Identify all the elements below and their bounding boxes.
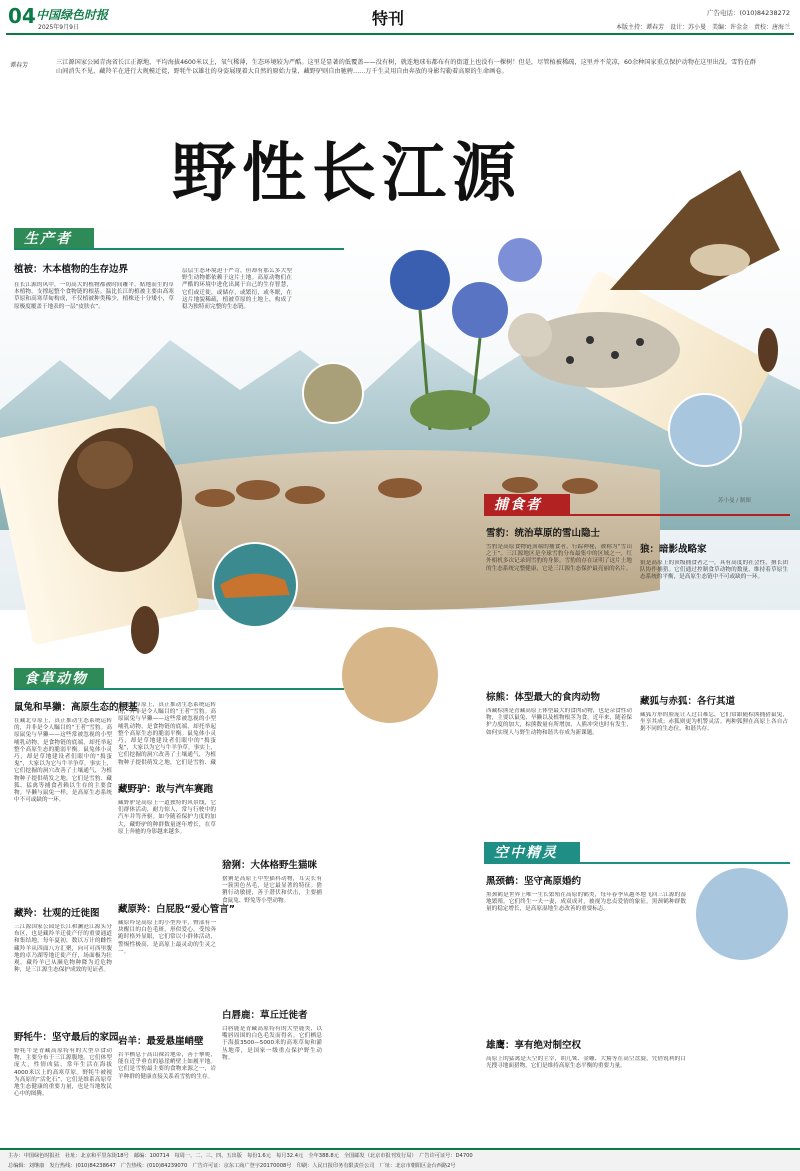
- masthead-rule: [6, 33, 794, 35]
- article-body-gazelle: 藏原羚是高原上的小型羚羊，臀部有一块醒目的白色毛斑，形似爱心，受惊奔跑时格外显眼，它们常以小群体活动，警惕性极高，是高原上最灵动的生灵之一。: [118, 920, 216, 955]
- article-body-tibetan-antelope: 三江源国家公园是长江和澜沧江源头分布区，也是藏羚羊迁徙产仔的重要通道和集结地。每年夏初，数以万计的雌性藏羚羊从四面八方汇聚，向可可西里腹地的卓乃湖等地迁徙产仔，场面极为壮观。藏羚羊已从濒危物种降为近危物种，是三江源生态保护成效的见证者。: [14, 924, 112, 974]
- producer-rule: [14, 248, 344, 250]
- article-body-vegetation: 在长江源的风中，一切高大的植物都被时间雕平。贴地而生的草本植物，支撑起整个食物链的根基。温比长江的植被主要由高寒草原和高寒草甸构成，不仅植被种类稀少，植株还十分矮小，草原极度覆盖于地表的一层“皮肤衣”。: [14, 282, 174, 310]
- herbivore-rule: [14, 688, 344, 690]
- paper-name: 中国绿色时报: [36, 8, 109, 22]
- article-head-brown-bear: 棕熊：体型最大的食肉动物: [486, 692, 601, 703]
- article-body-eagle: 高原上的猛禽是天空的主宰，胡兀鹫、金雕、大鵟等在高空盘旋，凭借锐利的目光搜寻地面猎物，它们是维持高原生态平衡的重要力量。: [486, 1056, 686, 1070]
- article-head-pika: 鼠兔和旱獭：高原生态的根基: [14, 702, 138, 713]
- article-head-fox: 藏狐与赤狐：各行其道: [640, 696, 736, 707]
- footer: [0, 1148, 800, 1171]
- article-head-vegetation: 植被：木本植物的生存边界: [14, 264, 129, 275]
- footer-line-1: 主办：中国绿色时报社 社址：北京和平里东街18号 邮编：100714 每周一、二、三、四、五出版 每份1.6元 每月32.4元 全年388.8元 全国邮发（北京市报刊发行局） 广告许可证号：D4700: [8, 1153, 473, 1159]
- section-predator-label: 捕食者: [494, 497, 542, 513]
- article-body-pika: 在藏北草原上，真正推动生态系统运转的，并非是令人瞩目的“王者”雪豹。高原鼠兔与旱獭——这些常被忽视的小型哺乳动物，是食物链的底端，却托举起整个高原生态的脆弱平衡。鼠兔体小灵巧，却是草地建设者们眼中的“捣蛋鬼”，大家以为它与牛羊争草。事实上，它们挖掘的洞穴改善了土壤通气，为植物种子提供萌发之地，它们是雪豹、藏狐、猛禽等捕食者赖以生存的主要食物。旱獭与鼠兔一样，是高原生态系统中不可或缺的一环。: [14, 718, 112, 804]
- page-number: 04: [8, 4, 36, 28]
- column-title: 特刊: [372, 9, 405, 28]
- intro-byline: 谭春芳: [10, 62, 29, 69]
- section-herbivore-header: [14, 668, 104, 688]
- ad-phone: 广告电话：(010)84238272: [706, 9, 790, 17]
- article-body-vegetation-2: 层层生态环境迫于严苛，但却有那么多大型野生动物都依赖于这片土地。高原动物们在严酷的环境中进化出属于自己的生存智慧，它们或迁徙，或储存，或繁衍，或冬眠，在这片地貌稀疏，植被草原的土地上，构成了稳为独特而完整的生态链。: [182, 268, 292, 311]
- article-head-blue-sheep: 岩羊：最爱悬崖峭壁: [118, 1036, 204, 1047]
- illustrator-credit: 苏小曼 / 制图: [718, 498, 751, 504]
- article-body-white-lipped-deer: 白唇鹿是青藏高原特有的大型鹿类，以嘴唇周围的白色毛发而得名。它们栖息于海拔3500—5000米的高寒草甸和灌丛地带，是国家一级重点保护野生动物。: [222, 1026, 322, 1061]
- article-head-snow-leopard: 雪豹：统治草原的雪山隐士: [486, 528, 601, 539]
- article-head-gazelle: 藏原羚：白屁股“爱心管言”: [118, 904, 235, 915]
- article-body-black-necked-crane: 黑颈鹤是世界上唯一生长繁殖在高原的鹤类，每年春季从越冬地飞回三江源的湿地繁殖。它们终生一夫一妻，成双成对，被视为忠贞爱情的象征。黑颈鹤种群数量的稳定增长，是高原湿地生态改善的重要标志。: [486, 892, 686, 913]
- issue-date: 2025年9月9日: [38, 24, 79, 31]
- credits: 本版主持：谭春芳 设计：苏小曼 美编：许金金 责校：唐海兰: [615, 24, 790, 31]
- intro-text: 三江源国家公园青海省长江正源地，平均海拔4600米以上，氧气稀薄，生态环境较为严酷。这里是显著的低覆盖——没有树，就连地球布都布有的街道上也没有一棵树！但是，尽管植被稀疏，这里并不荒凉，60余种国家重点保护动物在这里出没。雪豹在群山间消失不见，藏羚羊在进行大规模迁徙，野牦牛以雄壮的身姿展现着大自然的原始力量，藏野驴则自由驰骋……万千生灵用自由奔放的身影勾勒着高原的生命画卷。: [56, 59, 756, 75]
- scroll-roll-right-icon: [758, 328, 778, 372]
- section-producer-header: [14, 228, 94, 248]
- crane-photo: [694, 866, 790, 962]
- article-body-lynx: 猞猁是高原上中型猫科动物，耳尖长有一簇黑色丛毛，是它最显著的特征。猞猁行动敏捷，善于潜伏和伏击，主要捕食鼠兔、野兔等小型动物。: [222, 876, 322, 904]
- footer-line-2: 总编辑：刘继康 发行热线：(010)84238647 广告热线：(010)84239070 广告许可证：京东工商广登字20170008号 印刷：人民日报印务有限责任公司 厂址：北京市朝阳区金台西路2号: [8, 1163, 456, 1169]
- feature-title: 野性长江源: [172, 136, 522, 211]
- bear-head: [77, 441, 133, 489]
- article-body-pika-cont: 在藏北草原上，真正推动生态系统运转的，并非是令人瞩目的“王者”雪豹。高原鼠兔与旱獭——这些常被忽视的小型哺乳动物，是食物链的底端，却托举起整个高原生态的脆弱平衡。鼠兔体小灵巧，却是草地建设者们眼中的“捣蛋鬼”，大家以为它与牛羊争草。事实上，它们挖掘的洞穴改善了土壤通气，为植物种子提供萌发之地，它们是雪豹、藏: [118, 702, 216, 766]
- article-body-fox: 藏狐方形的脸庞让人过目难忘，它们常跟随棕熊捕猎鼠兔，坐享其成；赤狐则更为机警灵活。两种狐狸在高原上各自占据不同的生态位，和谐共存。: [640, 712, 788, 733]
- masthead: [0, 0, 800, 36]
- article-body-kiang: 藏野驴是高原上一道独特的风景线，它们群体活动，耐力惊人，常与行驶中的汽车并驾齐驱。如今随着保护力度的加大，藏野驴的种群数量逐年增长，在草原上奔驰的身影越来越多。: [118, 800, 216, 835]
- article-body-brown-bear: 西藏棕熊是青藏高原上体型最大的食肉动物，也是杂食性动物，主要以鼠兔、旱獭以及植物根茎为食。近年来，随着保护力度的加大，棕熊数量有所增加，人熊冲突也时有发生，如何实现人与野生动物和谐共存成为新课题。: [486, 708, 632, 736]
- article-head-wolf: 狼：暗影战略家: [640, 544, 707, 555]
- section-predator-header: [484, 494, 570, 514]
- article-head-wild-yak: 野牦牛：坚守最后的家园: [14, 1032, 119, 1043]
- article-body-snow-leopard: 雪豹是高原食物链顶端的捕食者，行踪神秘，被称为“雪山之王”。三江源地区是全球雪豹分布最集中的区域之一，红外相机多次记录到雪豹的身影。雪豹的存在证明了这片土地的生态系统完整健康，它是三江源生态保护最亮丽的名片。: [486, 544, 632, 572]
- article-body-wolf: 狼是高原上的顶级捕食者之一，具有高度的社会性，擅长团队协作捕猎。它们通过控制食草动物的数量，维持着草原生态系统的平衡，是高原生态链中不可或缺的一环。: [640, 560, 788, 581]
- predator-rule: [484, 514, 790, 516]
- article-head-eagle: 雄鹰：享有绝对制空权: [486, 1040, 582, 1051]
- section-sky-header: [484, 842, 580, 862]
- article-head-black-necked-crane: 黑颈鹤：坚守高原婚约: [486, 876, 582, 887]
- article-head-white-lipped-deer: 白唇鹿：草丘迁徙者: [222, 1010, 308, 1021]
- scroll-roll-left-icon: [131, 606, 159, 654]
- article-head-tibetan-antelope: 藏羚：壮观的迁徙图: [14, 908, 100, 919]
- sky-rule: [484, 862, 790, 864]
- intro: [10, 58, 790, 114]
- deer-photo-icon: [669, 394, 741, 466]
- pika-photo-icon: [303, 363, 363, 423]
- section-herbivore-label: 食草动物: [24, 671, 88, 687]
- section-sky-label: 空中精灵: [494, 845, 558, 861]
- section-producer-label: 生产者: [24, 231, 72, 247]
- gazelle-photo: [340, 625, 440, 725]
- article-head-kiang: 藏野驴：敢与汽车赛跑: [118, 784, 214, 795]
- article-body-wild-yak: 野牦牛是青藏高原特有的大型草食动物，主要分布于三江源腹地。它们体型庞大，性情凶猛，常年生活在海拔4000米以上的高寒草原。野牦牛被视为高原的“活化石”，它们是维系高原草地生态健康的重要力量，也是当地牧民心中的图腾。: [14, 1048, 112, 1098]
- article-head-lynx: 猞猁：大体格野生猫咪: [222, 860, 318, 871]
- article-body-blue-sheep: 岩羊栖息于高山裸岩地带，善于攀爬，能在近乎垂直的悬崖峭壁上如履平地。它们是雪豹最主要的食物来源之一，岩羊种群的健康直接关系着雪豹的生存。: [118, 1052, 216, 1080]
